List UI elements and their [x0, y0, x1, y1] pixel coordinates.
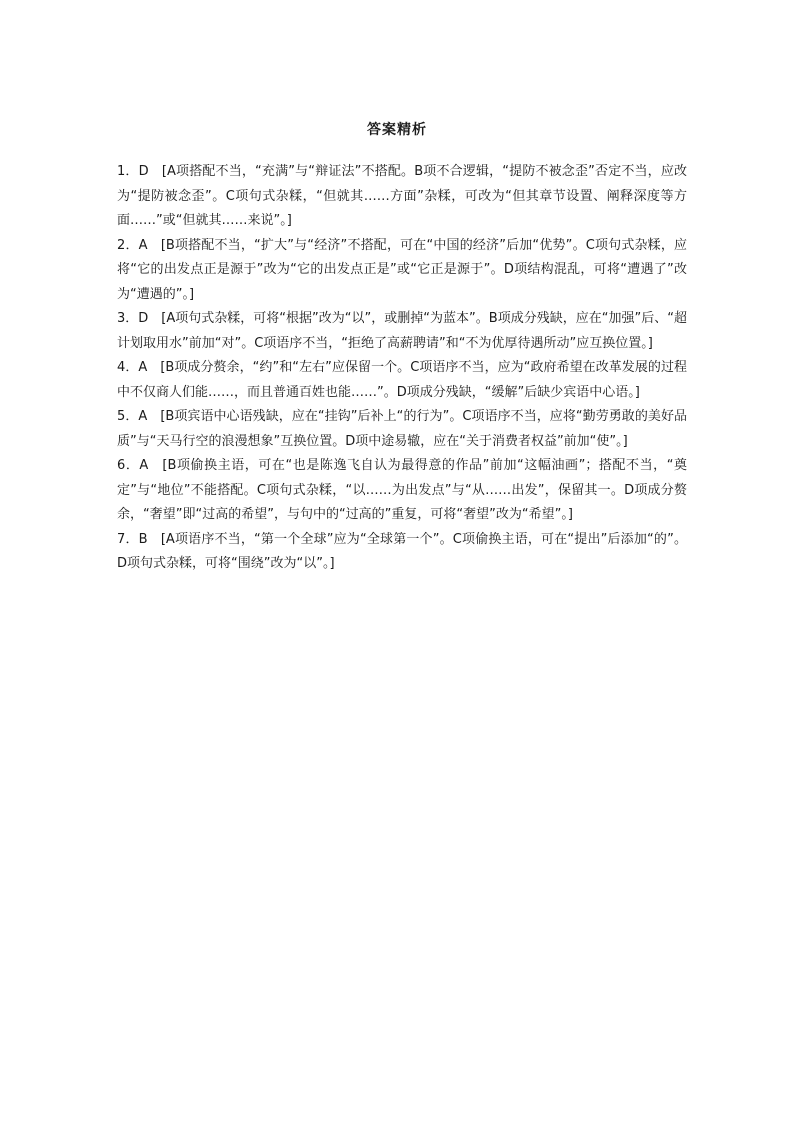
- answer-item-3: 3．D [A项句式杂糅，可将“根据”改为“以”，或删掉“为蓝本”。B项成分残缺，应在“加强”后、“超计划取用水”前加“对”。C项语序不当，“拒绝了高薪聘请”和“不为优厚待遇所动”应互换位置。]: [117, 311, 687, 351]
- answer-item-5: 5．A [B项宾语中心语残缺，应在“挂钩”后补上“的行为”。C项语序不当，应将“勤劳勇敢的美好品质”与“天马行空的浪漫想象”互换位置。D项中途易辙，应在“关于消费者权益”前加“使”。]: [117, 409, 687, 449]
- answer-list: [117, 160, 687, 577]
- answer-item-1: 1．D [A项搭配不当，“充满”与“辩证法”不搭配。B项不合逻辑，“提防不被念歪”否定不当，应改为“提防被念歪”。C项句式杂糅，“但就其……方面”杂糅，可改为“但其章节设置、阐释深度等方面……”或“但就其……来说”。]: [117, 164, 687, 228]
- answer-item-6: 6．A [B项偷换主语，可在“也是陈逸飞自认为最得意的作品”前加“这幅油画”；搭配不当，“奠定”与“地位”不能搭配。C项句式杂糅，“以……为出发点”与“从……出发”，保留其一。D项成分赘余，“奢望”即“过高的希望”，与句中的“过高的”重复，可将“奢望”改为“希望”。]: [117, 458, 687, 522]
- answer-item-2: 2．A [B项搭配不当，“扩大”与“经济”不搭配，可在“中国的经济”后加“优势”。C项句式杂糅，应将“它的出发点正是源于”改为“它的出发点正是”或“它正是源于”。D项结构混乱，可将“遭遇了”改为“遭遇的”。]: [117, 237, 687, 302]
- answer-item-7: 7．B [A项语序不当，“第一个全球”应为“全球第一个”。C项偷换主语，可在“提出”后添加“的”。D项句式杂糅，可将“围绕”改为“以”。]: [117, 531, 687, 571]
- answer-item-4: 4．A [B项成分赘余，“约”和“左右”应保留一个。C项语序不当，应为“政府希望在改革发展的过程中不仅商人们能……，而且普通百姓也能……”。D项成分残缺，“缓解”后缺少宾语中心语。]: [117, 360, 687, 400]
- page-title: 答案精析: [367, 122, 427, 138]
